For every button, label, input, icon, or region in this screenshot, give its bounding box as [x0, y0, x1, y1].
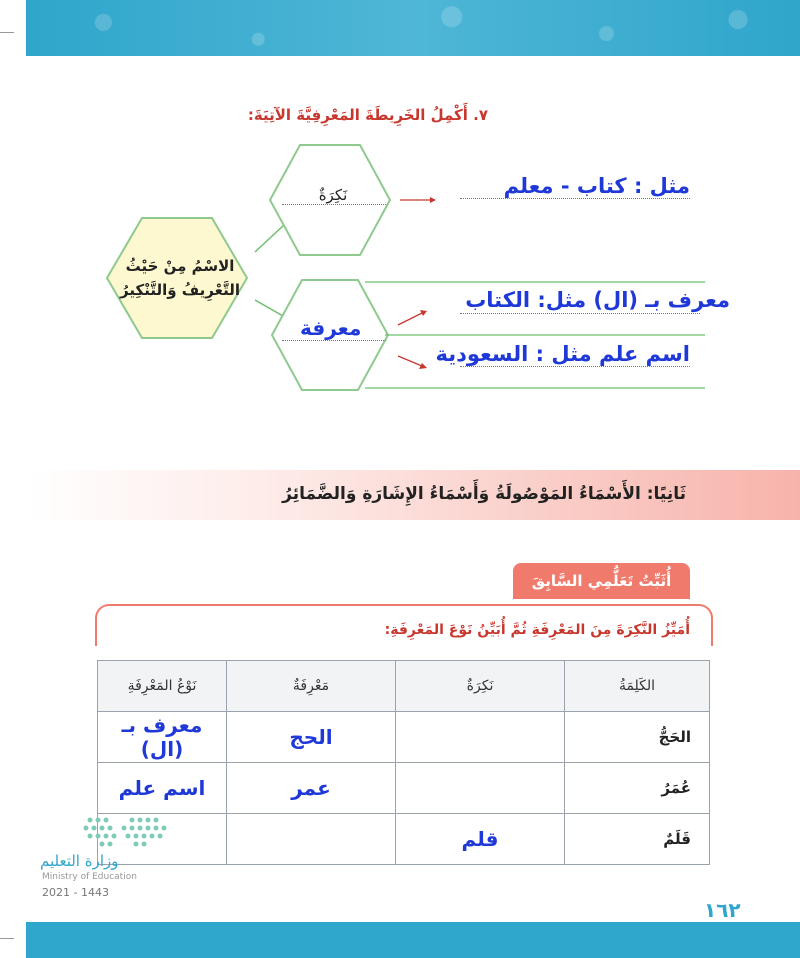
ministry-name-ar: وزارة التعليم [40, 852, 119, 870]
arrowhead [430, 197, 436, 203]
section-title: ثَانِيًا: الأَسْمَاءُ المَوْصُولَةُ وَأَسْمَاءُ الإِشَارَةِ وَالضَّمَائِرُ [282, 484, 686, 504]
answer-dotline [460, 198, 690, 199]
table-header-row [98, 661, 710, 712]
table-row [98, 814, 710, 865]
ministry-emblem-icon [40, 814, 180, 850]
cell-marifa: الحج [227, 712, 396, 763]
bottom-banner [26, 922, 800, 958]
cell-word: قَلَمٌ [565, 814, 710, 865]
table-row [98, 763, 710, 814]
header-marifa: مَعْرِفَةٌ [227, 661, 396, 712]
cell-word: الحَجُّ [565, 712, 710, 763]
answer-dotline [282, 204, 386, 205]
top-banner [26, 0, 800, 56]
ministry-logo [40, 814, 180, 899]
center-hex-label: الاسْمُ مِنْ حَيْثُ التَّعْرِيفُ وَالتَّنْكِيرُ [120, 257, 240, 299]
arrowhead [419, 363, 427, 369]
cell-marifa [227, 814, 396, 865]
ministry-name-en: Ministry of Education [42, 872, 137, 882]
nakira-hex-label: نَكِرَةٌ [318, 186, 348, 204]
crop-mark [0, 32, 14, 33]
cell-nakira: قلم [396, 814, 565, 865]
marifa-example-2: اسم علم مثل : السعودية [435, 342, 690, 366]
header-nakira: نَكِرَةٌ [396, 661, 565, 712]
table-row [98, 712, 710, 763]
nakira-example: مثل : كتاب - معلم [503, 174, 690, 198]
edition-year: 2021 - 1443 [42, 886, 109, 899]
cell-type: معرف بـ (ال) [98, 712, 227, 763]
answer-dotline [282, 340, 386, 341]
exercise-tab: أُثَبِّتُ تَعَلُّمِي السَّابِقَ [513, 563, 690, 599]
cell-type: اسم علم [98, 763, 227, 814]
cell-marifa: عمر [227, 763, 396, 814]
crop-mark [0, 938, 14, 939]
exercise-table [97, 660, 710, 865]
header-word: الكَلِمَةُ [565, 661, 710, 712]
page-number: ١٦٢ [704, 898, 741, 922]
answer-dotline [460, 366, 690, 367]
answer-dotline [460, 313, 700, 314]
marifa-hex-answer: معرفة [300, 316, 362, 340]
header-type: نَوْعُ المَعْرِفَةِ [98, 661, 227, 712]
question-title: ٧. أَكْمِلُ الخَرِيطَةَ المَعْرِفِيَّةَ الآتِيَةَ: [247, 106, 488, 124]
cell-nakira [396, 763, 565, 814]
marifa-example-1: معرف بـ (ال) مثل: الكتاب [465, 288, 730, 312]
cell-nakira [396, 712, 565, 763]
arrow [398, 313, 422, 325]
arrow [398, 356, 422, 366]
exercise-instruction: أُمَيِّزُ النَّكِرَةَ مِنَ المَعْرِفَةِ ثُمَّ أُبَيِّنُ نَوْعَ المَعْرِفَةِ: [384, 622, 690, 638]
cell-word: عُمَرُ [565, 763, 710, 814]
